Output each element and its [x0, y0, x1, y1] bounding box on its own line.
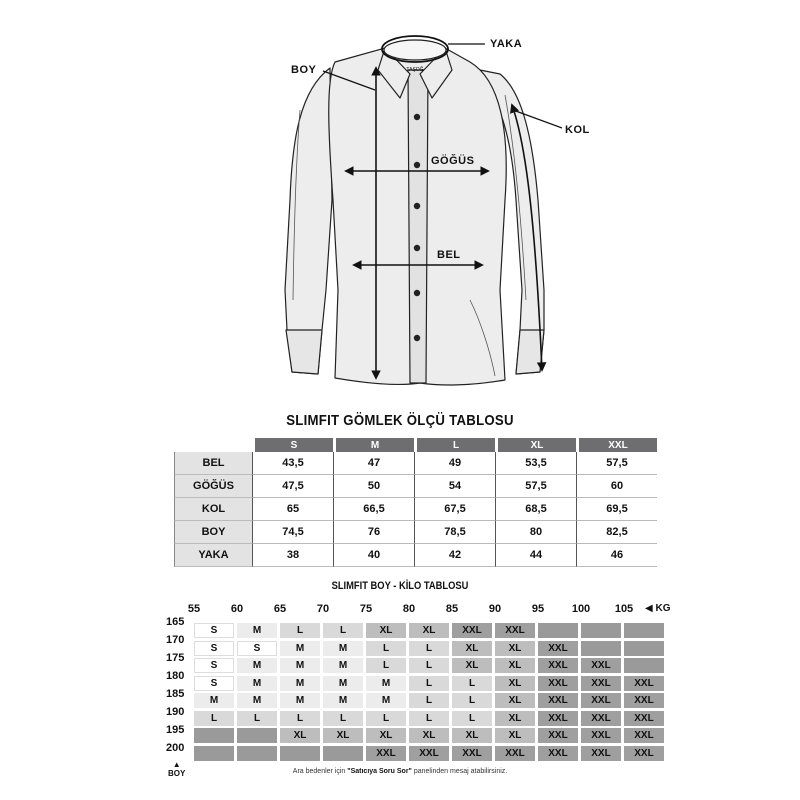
kg-tick-label: 75 [359, 603, 373, 615]
size-header: XL [495, 438, 576, 452]
size-cell: XXL [538, 746, 578, 761]
measurement-value: 65 [252, 498, 333, 521]
measurement-value: 68,5 [495, 498, 576, 521]
label-kol: KOL [565, 124, 590, 136]
label-bel: BEL [437, 249, 461, 261]
size-cell: XL [495, 693, 535, 708]
corner-cell [174, 438, 252, 452]
size-cell: L [452, 676, 492, 691]
size-cell: XXL [452, 623, 492, 638]
boy-tick-label: 165 [166, 616, 185, 628]
empty-size-cell [624, 623, 664, 638]
measurement-value: 66,5 [333, 498, 414, 521]
size-cell: L [237, 711, 277, 726]
size-cell: XL [495, 728, 535, 743]
size-cell: M [366, 676, 406, 691]
footnote-suffix: panelinden mesaj atabilirsiniz. [411, 768, 508, 775]
size-cell: XXL [581, 746, 621, 761]
size-cell: XL [452, 728, 492, 743]
measurement-value: 46 [576, 544, 657, 567]
measurement-row-label: YAKA [174, 544, 252, 567]
size-cell: XXL [581, 693, 621, 708]
measurement-value: 74,5 [252, 521, 333, 544]
brand-tag: TAŞOĞ [406, 67, 424, 73]
measurement-row [174, 521, 657, 544]
measurement-row-label: KOL [174, 498, 252, 521]
measurement-value: 54 [414, 475, 495, 498]
measurement-value: 60 [576, 475, 657, 498]
size-cell: L [366, 658, 406, 673]
size-cell: L [280, 623, 320, 638]
size-cell: XXL [538, 693, 578, 708]
size-cell: L [409, 711, 449, 726]
size-cell: XXL [581, 728, 621, 743]
size-cell: XL [323, 728, 363, 743]
boy-unit-label: ▲ BOY [168, 760, 186, 778]
size-header: S [252, 438, 333, 452]
kg-tick-label: 90 [488, 603, 502, 615]
empty-size-cell [194, 746, 234, 761]
size-header-row [174, 438, 657, 452]
size-cell: XL [495, 711, 535, 726]
measurement-value: 42 [414, 544, 495, 567]
measurement-value: 53,5 [495, 452, 576, 475]
label-gogus: GÖĞÜS [431, 155, 475, 167]
kg-tick-label: 65 [273, 603, 287, 615]
kg-tick-label: 55 [187, 603, 201, 615]
measurement-value: 57,5 [495, 475, 576, 498]
empty-size-cell [624, 658, 664, 673]
size-cell: XL [495, 658, 535, 673]
measurement-value: 44 [495, 544, 576, 567]
boy-kilo-title: SLIMFIT BOY - KİLO TABLOSU [331, 580, 469, 592]
measurement-row [174, 498, 657, 521]
size-cell: M [237, 676, 277, 691]
empty-size-cell [280, 746, 320, 761]
size-cell: XL [495, 676, 535, 691]
size-cell: XXL [495, 746, 535, 761]
size-cell: M [323, 676, 363, 691]
size-cell: XXL [409, 746, 449, 761]
left-cuff [286, 330, 322, 374]
size-cell: L [452, 711, 492, 726]
size-cell: M [280, 693, 320, 708]
measurement-value: 49 [414, 452, 495, 475]
size-cell: L [280, 711, 320, 726]
size-cell: M [366, 693, 406, 708]
size-cell: XXL [538, 711, 578, 726]
empty-size-cell [237, 728, 277, 743]
measurement-row [174, 544, 657, 567]
measurement-row-label: BEL [174, 452, 252, 475]
kg-tick-label: 100 [571, 603, 591, 615]
size-cell: L [452, 693, 492, 708]
measurement-value: 80 [495, 521, 576, 544]
size-cell: XL [495, 641, 535, 656]
boy-tick-label: 200 [166, 742, 185, 754]
kg-tick-label: 95 [531, 603, 545, 615]
label-yaka: YAKA [490, 38, 523, 50]
boy-tick-label: 180 [166, 670, 185, 682]
size-cell: XXL [366, 746, 406, 761]
measurement-value: 78,5 [414, 521, 495, 544]
size-cell: XXL [624, 746, 664, 761]
measurement-value: 43,5 [252, 452, 333, 475]
footnote-emphasis: "Satıcıya Soru Sor" [347, 768, 412, 775]
size-cell: L [409, 676, 449, 691]
footnote-prefix: Ara bedenler için [292, 768, 348, 775]
boy-tick-label: 185 [166, 688, 185, 700]
measurement-value: 47 [333, 452, 414, 475]
size-cell: XL [366, 623, 406, 638]
size-cell: L [323, 711, 363, 726]
size-cell: S [194, 623, 234, 638]
size-cell: XXL [452, 746, 492, 761]
size-cell: L [366, 641, 406, 656]
size-cell: XXL [538, 676, 578, 691]
measurement-row [174, 452, 657, 475]
size-table-title: SLIMFIT GÖMLEK ÖLÇÜ TABLOSU [286, 412, 514, 429]
size-cell: XXL [538, 658, 578, 673]
size-cell: XXL [624, 693, 664, 708]
size-cell: XL [452, 658, 492, 673]
measurement-value: 69,5 [576, 498, 657, 521]
size-header: XXL [576, 438, 657, 452]
left-sleeve [285, 68, 332, 374]
size-cell: S [237, 641, 277, 656]
size-cell: S [194, 658, 234, 673]
size-cell: XXL [581, 711, 621, 726]
measurement-row-label: BOY [174, 521, 252, 544]
size-cell: XXL [538, 641, 578, 656]
size-cell: XXL [624, 728, 664, 743]
size-cell: M [237, 623, 277, 638]
size-cell: M [280, 641, 320, 656]
measurement-row [174, 475, 657, 498]
measurement-value: 67,5 [414, 498, 495, 521]
kg-tick-label: 105 [614, 603, 634, 615]
size-cell: L [323, 623, 363, 638]
kg-unit-label: ◀ KG [645, 603, 671, 614]
empty-size-cell [323, 746, 363, 761]
size-cell: M [237, 693, 277, 708]
size-cell: M [323, 693, 363, 708]
boy-tick-label: 195 [166, 724, 185, 736]
empty-size-cell [237, 746, 277, 761]
kg-unit-text: KG [655, 603, 671, 614]
size-cell: S [194, 676, 234, 691]
boy-tick-label: 190 [166, 706, 185, 718]
boy-tick-label: 175 [166, 652, 185, 664]
size-cell: M [237, 658, 277, 673]
measurement-value: 82,5 [576, 521, 657, 544]
measurement-value: 40 [333, 544, 414, 567]
size-cell: M [280, 658, 320, 673]
size-cell: M [194, 693, 234, 708]
size-cell: L [409, 641, 449, 656]
size-cell: XL [409, 623, 449, 638]
size-cell: S [194, 641, 234, 656]
measurement-value: 76 [333, 521, 414, 544]
kg-tick-label: 80 [402, 603, 416, 615]
kg-tick-label: 60 [230, 603, 244, 615]
size-cell: L [194, 711, 234, 726]
empty-size-cell [581, 641, 621, 656]
label-boy: BOY [291, 64, 317, 76]
size-cell: XL [409, 728, 449, 743]
collar-band [384, 40, 446, 60]
measurement-row-label: GÖĞÜS [174, 475, 252, 498]
empty-size-cell [624, 641, 664, 656]
boy-unit-text: BOY [168, 769, 186, 778]
size-cell: L [366, 711, 406, 726]
measurement-value: 50 [333, 475, 414, 498]
empty-size-cell [538, 623, 578, 638]
measurement-value: 57,5 [576, 452, 657, 475]
size-cell: M [323, 641, 363, 656]
measurement-value: 38 [252, 544, 333, 567]
size-cell: L [409, 658, 449, 673]
size-cell: M [323, 658, 363, 673]
size-cell: XXL [624, 676, 664, 691]
kg-tick-label: 70 [316, 603, 330, 615]
size-header: L [414, 438, 495, 452]
size-cell: XL [366, 728, 406, 743]
size-cell: M [280, 676, 320, 691]
size-header: M [333, 438, 414, 452]
empty-size-cell [581, 623, 621, 638]
size-cell: XXL [581, 658, 621, 673]
size-cell: XXL [624, 711, 664, 726]
size-cell: XXL [495, 623, 535, 638]
size-cell: XL [280, 728, 320, 743]
boy-tick-label: 170 [166, 634, 185, 646]
footnote [0, 768, 800, 775]
kg-tick-label: 85 [445, 603, 459, 615]
empty-size-cell [194, 728, 234, 743]
measurement-value: 47,5 [252, 475, 333, 498]
size-cell: L [409, 693, 449, 708]
size-cell: XXL [538, 728, 578, 743]
size-measurement-table [174, 438, 657, 567]
size-cell: XXL [581, 676, 621, 691]
size-cell: XL [452, 641, 492, 656]
